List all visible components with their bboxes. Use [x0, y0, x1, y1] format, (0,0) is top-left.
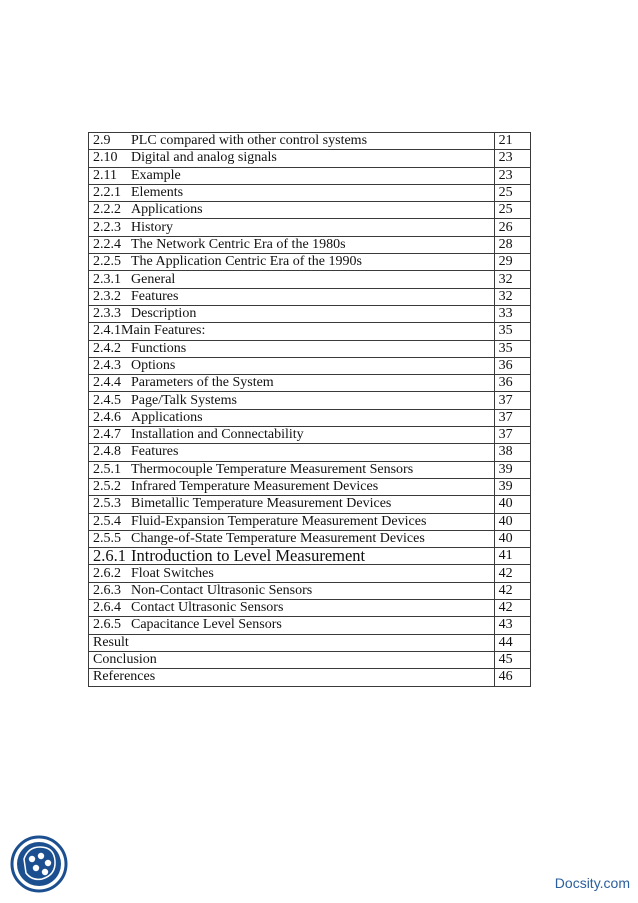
section-title: References — [93, 669, 156, 685]
toc-entry-title-cell — [89, 150, 495, 167]
section-number: 2.2.2 — [93, 202, 121, 218]
toc-entry-title-cell — [89, 357, 495, 374]
page-number: 23 — [494, 150, 530, 167]
toc-entry-title-cell — [89, 600, 495, 617]
page-number: 25 — [494, 202, 530, 219]
toc-entry-title-cell — [89, 323, 495, 340]
page-number: 45 — [494, 651, 530, 668]
page-number: 37 — [494, 392, 530, 409]
section-title: General — [131, 271, 176, 287]
table-row — [89, 219, 531, 236]
section-number: 2.5.2 — [93, 479, 121, 495]
toc-entry-title-cell — [89, 461, 495, 478]
section-number: 2.3.3 — [93, 306, 121, 322]
page-number: 25 — [494, 184, 530, 201]
toc-entry-title-cell — [89, 548, 495, 565]
section-number: 2.2.5 — [93, 254, 121, 270]
section-title: Features — [131, 288, 179, 304]
toc-entry-title-cell — [89, 305, 495, 322]
section-number: 2.6.2 — [93, 565, 121, 581]
section-title: Non-Contact Ultrasonic Sensors — [131, 582, 313, 598]
toc-entry-title-cell — [89, 513, 495, 530]
docsity-brand-text[interactable]: Docsity.com — [554, 875, 630, 891]
table-row — [89, 150, 531, 167]
table-of-contents — [88, 132, 531, 687]
table-row — [89, 565, 531, 582]
toc-entry-title-cell — [89, 634, 495, 651]
page-number: 26 — [494, 219, 530, 236]
toc-entry-title-cell — [89, 133, 495, 150]
section-title: Change-of-State Temperature Measurement Devices — [131, 530, 425, 546]
page-number: 42 — [494, 582, 530, 599]
table-row — [89, 669, 531, 686]
page-number: 33 — [494, 305, 530, 322]
page-number: 35 — [494, 323, 530, 340]
section-title: Applications — [131, 202, 203, 218]
table-row — [89, 478, 531, 495]
page-number: 36 — [494, 375, 530, 392]
page-number: 39 — [494, 478, 530, 495]
section-title: Installation and Connectability — [131, 427, 304, 443]
section-number: 2.4.1 — [93, 323, 121, 339]
table-row — [89, 392, 531, 409]
toc-entry-title-cell — [89, 409, 495, 426]
page-number: 46 — [494, 669, 530, 686]
toc-entry-title-cell — [89, 340, 495, 357]
table-row — [89, 271, 531, 288]
section-number: 2.5.5 — [93, 530, 121, 546]
table-row — [89, 496, 531, 513]
page-number: 36 — [494, 357, 530, 374]
toc-entry-title-cell — [89, 444, 495, 461]
toc-entry-title-cell — [89, 236, 495, 253]
page-number: 37 — [494, 409, 530, 426]
section-number: 2.2.1 — [93, 185, 121, 201]
section-number: 2.3.2 — [93, 288, 121, 304]
page-number: 40 — [494, 530, 530, 547]
section-title: Applications — [131, 409, 203, 425]
page-number: 28 — [494, 236, 530, 253]
section-title: Elements — [131, 185, 184, 201]
toc-entry-title-cell — [89, 167, 495, 184]
section-title: The Network Centric Era of the 1980s — [131, 236, 346, 252]
table-row — [89, 202, 531, 219]
section-number: 2.2.4 — [93, 236, 121, 252]
table-row — [89, 305, 531, 322]
toc-entry-title-cell — [89, 202, 495, 219]
section-number: 2.6.5 — [93, 617, 121, 633]
toc-body — [89, 133, 531, 687]
table-row — [89, 530, 531, 547]
section-title: Fluid-Expansion Temperature Measurement Devices — [131, 513, 427, 529]
toc-entry-title-cell — [89, 478, 495, 495]
section-title: Features — [131, 444, 179, 460]
table-row — [89, 236, 531, 253]
toc-entry-title-cell — [89, 375, 495, 392]
section-title: Result — [93, 634, 129, 650]
section-number: 2.5.1 — [93, 461, 121, 477]
section-title: History — [131, 219, 173, 235]
section-title: Digital and analog signals — [131, 150, 277, 166]
section-title: Thermocouple Temperature Measurement Sensors — [131, 461, 414, 477]
section-title: Parameters of the System — [131, 375, 274, 391]
page-number: 44 — [494, 634, 530, 651]
section-title: Conclusion — [93, 652, 157, 668]
section-number: 2.5.4 — [93, 513, 121, 529]
section-number: 2.9 — [93, 133, 111, 149]
toc-entry-title-cell — [89, 288, 495, 305]
toc-entry-title-cell — [89, 651, 495, 668]
table-row — [89, 513, 531, 530]
section-number: 2.5.3 — [93, 496, 121, 512]
section-number: 2.4.7 — [93, 427, 121, 443]
section-title: Introduction to Level Measurement — [131, 547, 366, 565]
section-title: PLC compared with other control systems — [131, 133, 368, 149]
page-number: 37 — [494, 427, 530, 444]
table-row — [89, 444, 531, 461]
section-title: Example — [131, 167, 181, 183]
section-title: Capacitance Level Sensors — [131, 617, 282, 633]
table-row — [89, 409, 531, 426]
section-title: The Application Centric Era of the 1990s — [131, 254, 362, 270]
toc-entry-title-cell — [89, 617, 495, 634]
section-number: 2.4.3 — [93, 358, 121, 373]
section-number: 2.4.2 — [93, 340, 121, 356]
table-row — [89, 340, 531, 357]
page-number: 32 — [494, 288, 530, 305]
section-title: Options — [131, 358, 176, 373]
toc-entry-title-cell — [89, 582, 495, 599]
section-title: Float Switches — [131, 565, 214, 581]
table-row — [89, 427, 531, 444]
toc-entry-title-cell — [89, 565, 495, 582]
section-number: 2.10 — [93, 150, 118, 166]
table-row — [89, 375, 531, 392]
section-title: Infrared Temperature Measurement Devices — [131, 479, 379, 495]
page-number: 38 — [494, 444, 530, 461]
section-number: 2.4.4 — [93, 375, 121, 391]
table-row — [89, 582, 531, 599]
section-number: 2.4.5 — [93, 392, 121, 408]
section-title: Bimetallic Temperature Measurement Devices — [131, 496, 392, 512]
page-number: 29 — [494, 254, 530, 271]
docsity-logo-icon — [10, 835, 68, 893]
section-title: Page/Talk Systems — [131, 392, 237, 408]
section-number: 2.11 — [93, 167, 117, 183]
page-number: 35 — [494, 340, 530, 357]
table-row — [89, 548, 531, 565]
page-number: 23 — [494, 167, 530, 184]
table-row — [89, 357, 531, 374]
page-number: 41 — [494, 548, 530, 565]
table-row — [89, 167, 531, 184]
toc-entry-title-cell — [89, 669, 495, 686]
toc-entry-title-cell — [89, 530, 495, 547]
section-title: Functions — [131, 340, 187, 356]
table-row — [89, 600, 531, 617]
table-row — [89, 184, 531, 201]
toc-entry-title-cell — [89, 271, 495, 288]
toc-entry-title-cell — [89, 427, 495, 444]
page-number: 40 — [494, 513, 530, 530]
section-title: Main Features: — [121, 323, 206, 339]
section-title: Description — [131, 306, 197, 322]
page-number: 21 — [494, 133, 530, 150]
table-row — [89, 288, 531, 305]
toc-entry-title-cell — [89, 392, 495, 409]
table-row — [89, 617, 531, 634]
page-number: 39 — [494, 461, 530, 478]
table-row — [89, 133, 531, 150]
section-number: 2.6.3 — [93, 582, 121, 598]
section-number: 2.2.3 — [93, 219, 121, 235]
table-row — [89, 323, 531, 340]
section-number: 2.4.6 — [93, 409, 121, 425]
page-number: 40 — [494, 496, 530, 513]
section-number: 2.4.8 — [93, 444, 121, 460]
section-number: 2.3.1 — [93, 271, 121, 287]
page-number: 32 — [494, 271, 530, 288]
table-row — [89, 651, 531, 668]
page-number: 42 — [494, 565, 530, 582]
page-number: 43 — [494, 617, 530, 634]
table-row — [89, 254, 531, 271]
toc-entry-title-cell — [89, 184, 495, 201]
section-title: Contact Ultrasonic Sensors — [131, 600, 284, 616]
section-number: 2.6.1 — [93, 547, 126, 565]
table-row — [89, 461, 531, 478]
page-number: 42 — [494, 600, 530, 617]
section-number: 2.6.4 — [93, 600, 121, 616]
toc-entry-title-cell — [89, 219, 495, 236]
toc-entry-title-cell — [89, 254, 495, 271]
table-row — [89, 634, 531, 651]
toc-entry-title-cell — [89, 496, 495, 513]
